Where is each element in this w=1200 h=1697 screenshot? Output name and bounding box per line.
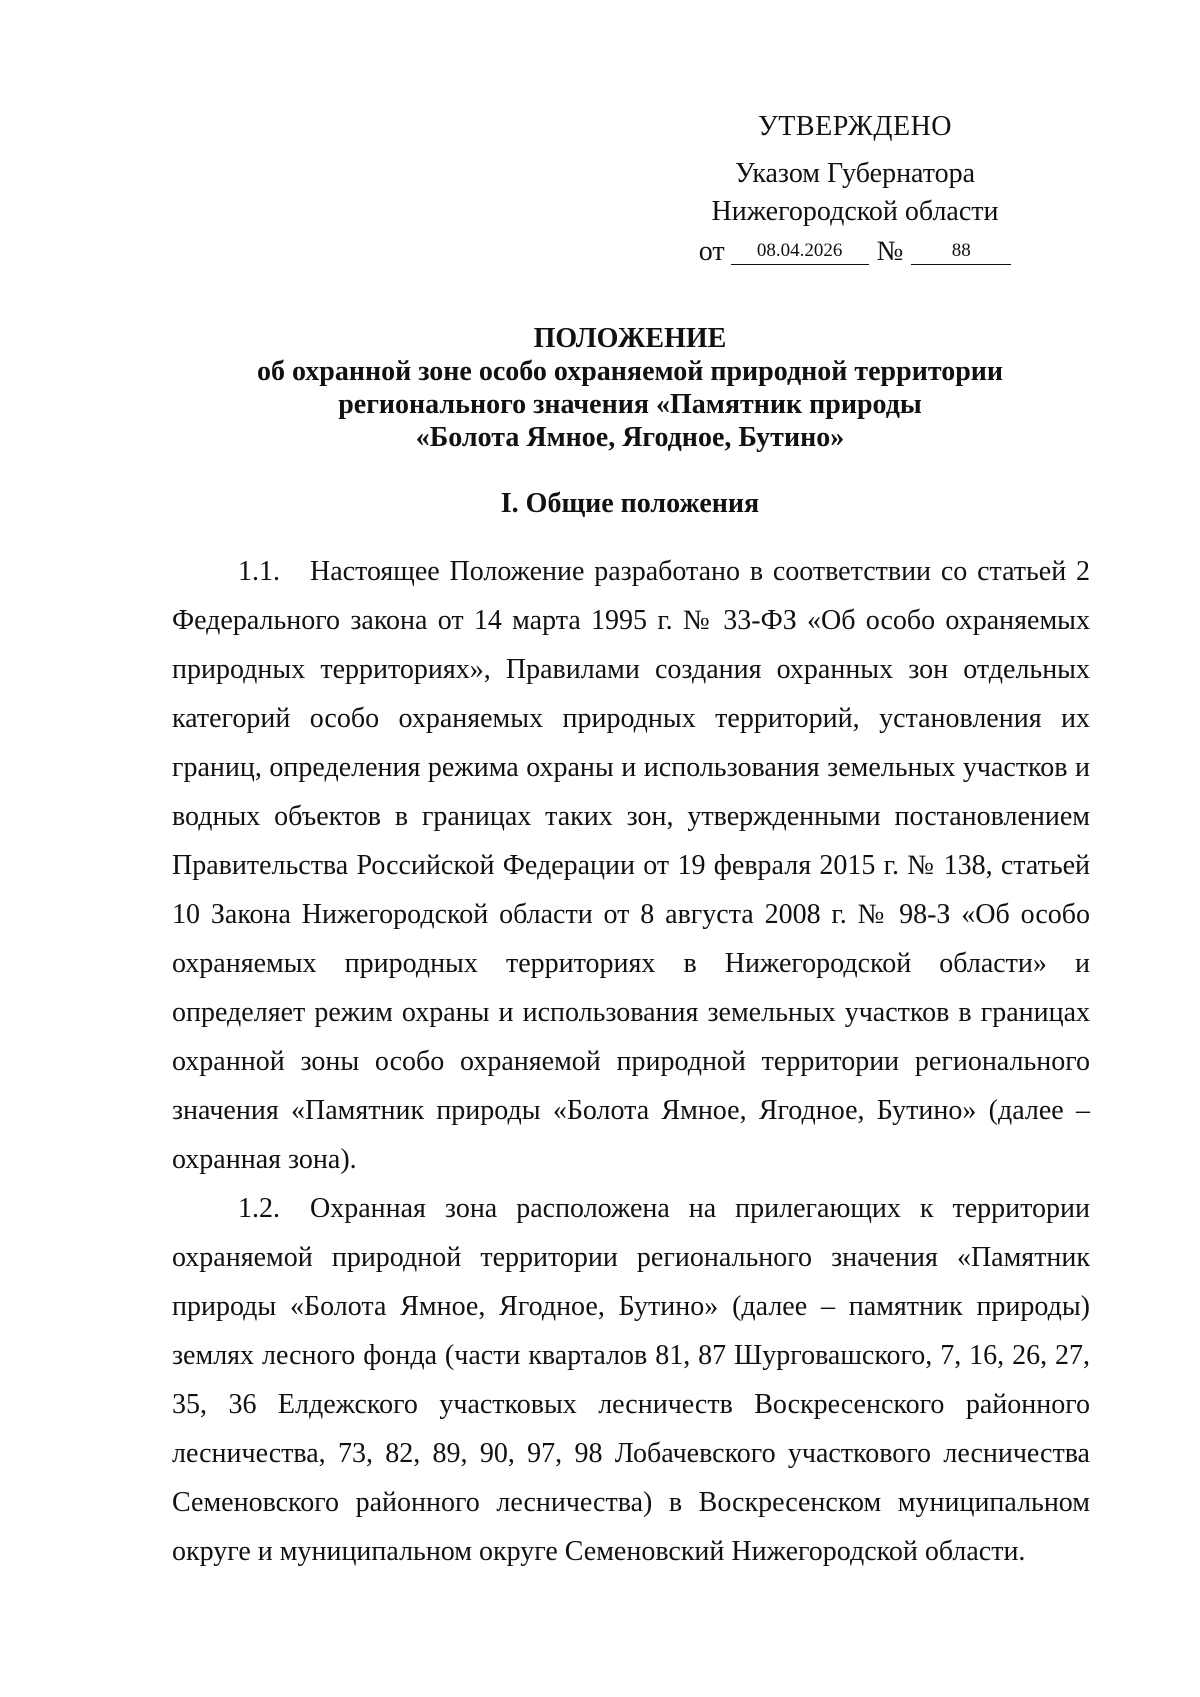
approval-date-value: 08.04.2026 — [731, 238, 869, 265]
paragraph-1-1 — [172, 547, 1090, 1184]
paragraph-text: Охранная зона расположена на прилегающих к территории охраняемой природной территории регионального значения «Памятник природы «Болота Ямное, Ягодное, Бутино» (далее – памятник природы) землях лесного фонда (части кварталов 81, 87 Шурговашского, 7, 16, 26, 27, 35, 36 Елдежского участковых лесничеств Воскресенского районного лесничества, 73, 82, 89, 90, 97, 98 Лобачевского участкового лесничества Семеновского районного лесничества) в Воскресенском муниципальном округе и муниципальном округе Семеновский Нижегородской области. — [172, 1193, 1090, 1567]
paragraph-number: 1.1. — [238, 556, 280, 587]
approved-label: УТВЕРЖДЕНО — [757, 111, 953, 142]
paragraph-number: 1.2. — [238, 1193, 280, 1224]
document-body — [172, 547, 1090, 1576]
paragraph-1-2 — [172, 1184, 1090, 1576]
approval-authority-line: Указом Губернатора — [734, 158, 976, 189]
paragraph-text: Настоящее Положение разработано в соответствии со статьей 2 Федерального закона от 14 марта 1995 г. № 33-ФЗ «Об особо охраняемых природных территориях», Правилами создания охранных зон отдельных категорий особо охраняемых природных территорий, установления их границ, определения режима охраны и использования земельных участков и водных объектов в границах таких зон, утвержденными постановлением Правительства Российской Федерации от 19 февраля 2015 г. № 138, статьей 10 Закона Нижегородской области от 8 августа 2008 г. № 98-З «Об особо охраняемых природных территориях в Нижегородской области» и определяет режим охраны и использования земельных участков в границах охранной зоны особо охраняемой природной территории регионального значения «Памятник природы «Болота Ямное, Ягодное, Бутино» (далее – охранная зона). — [172, 556, 1090, 1175]
approval-date-row — [690, 233, 1020, 271]
section-heading: I. Общие положения — [500, 488, 760, 519]
approval-number-value: 88 — [911, 238, 1011, 265]
document-title: ПОЛОЖЕНИЕ — [533, 323, 727, 354]
approval-block — [690, 108, 1020, 271]
document-subtitle-line-1: об охранной зоне особо охраняемой природной территории — [256, 356, 1004, 387]
document-title-block — [170, 322, 1090, 454]
document-subtitle-line-2: регионального значения «Памятник природы — [338, 389, 922, 420]
number-prefix: № — [876, 236, 904, 267]
document-subtitle-line-3: «Болота Ямное, Ягодное, Бутино» — [415, 422, 845, 453]
date-prefix: от — [698, 236, 725, 267]
approval-region-line: Нижегородской области — [711, 196, 999, 227]
